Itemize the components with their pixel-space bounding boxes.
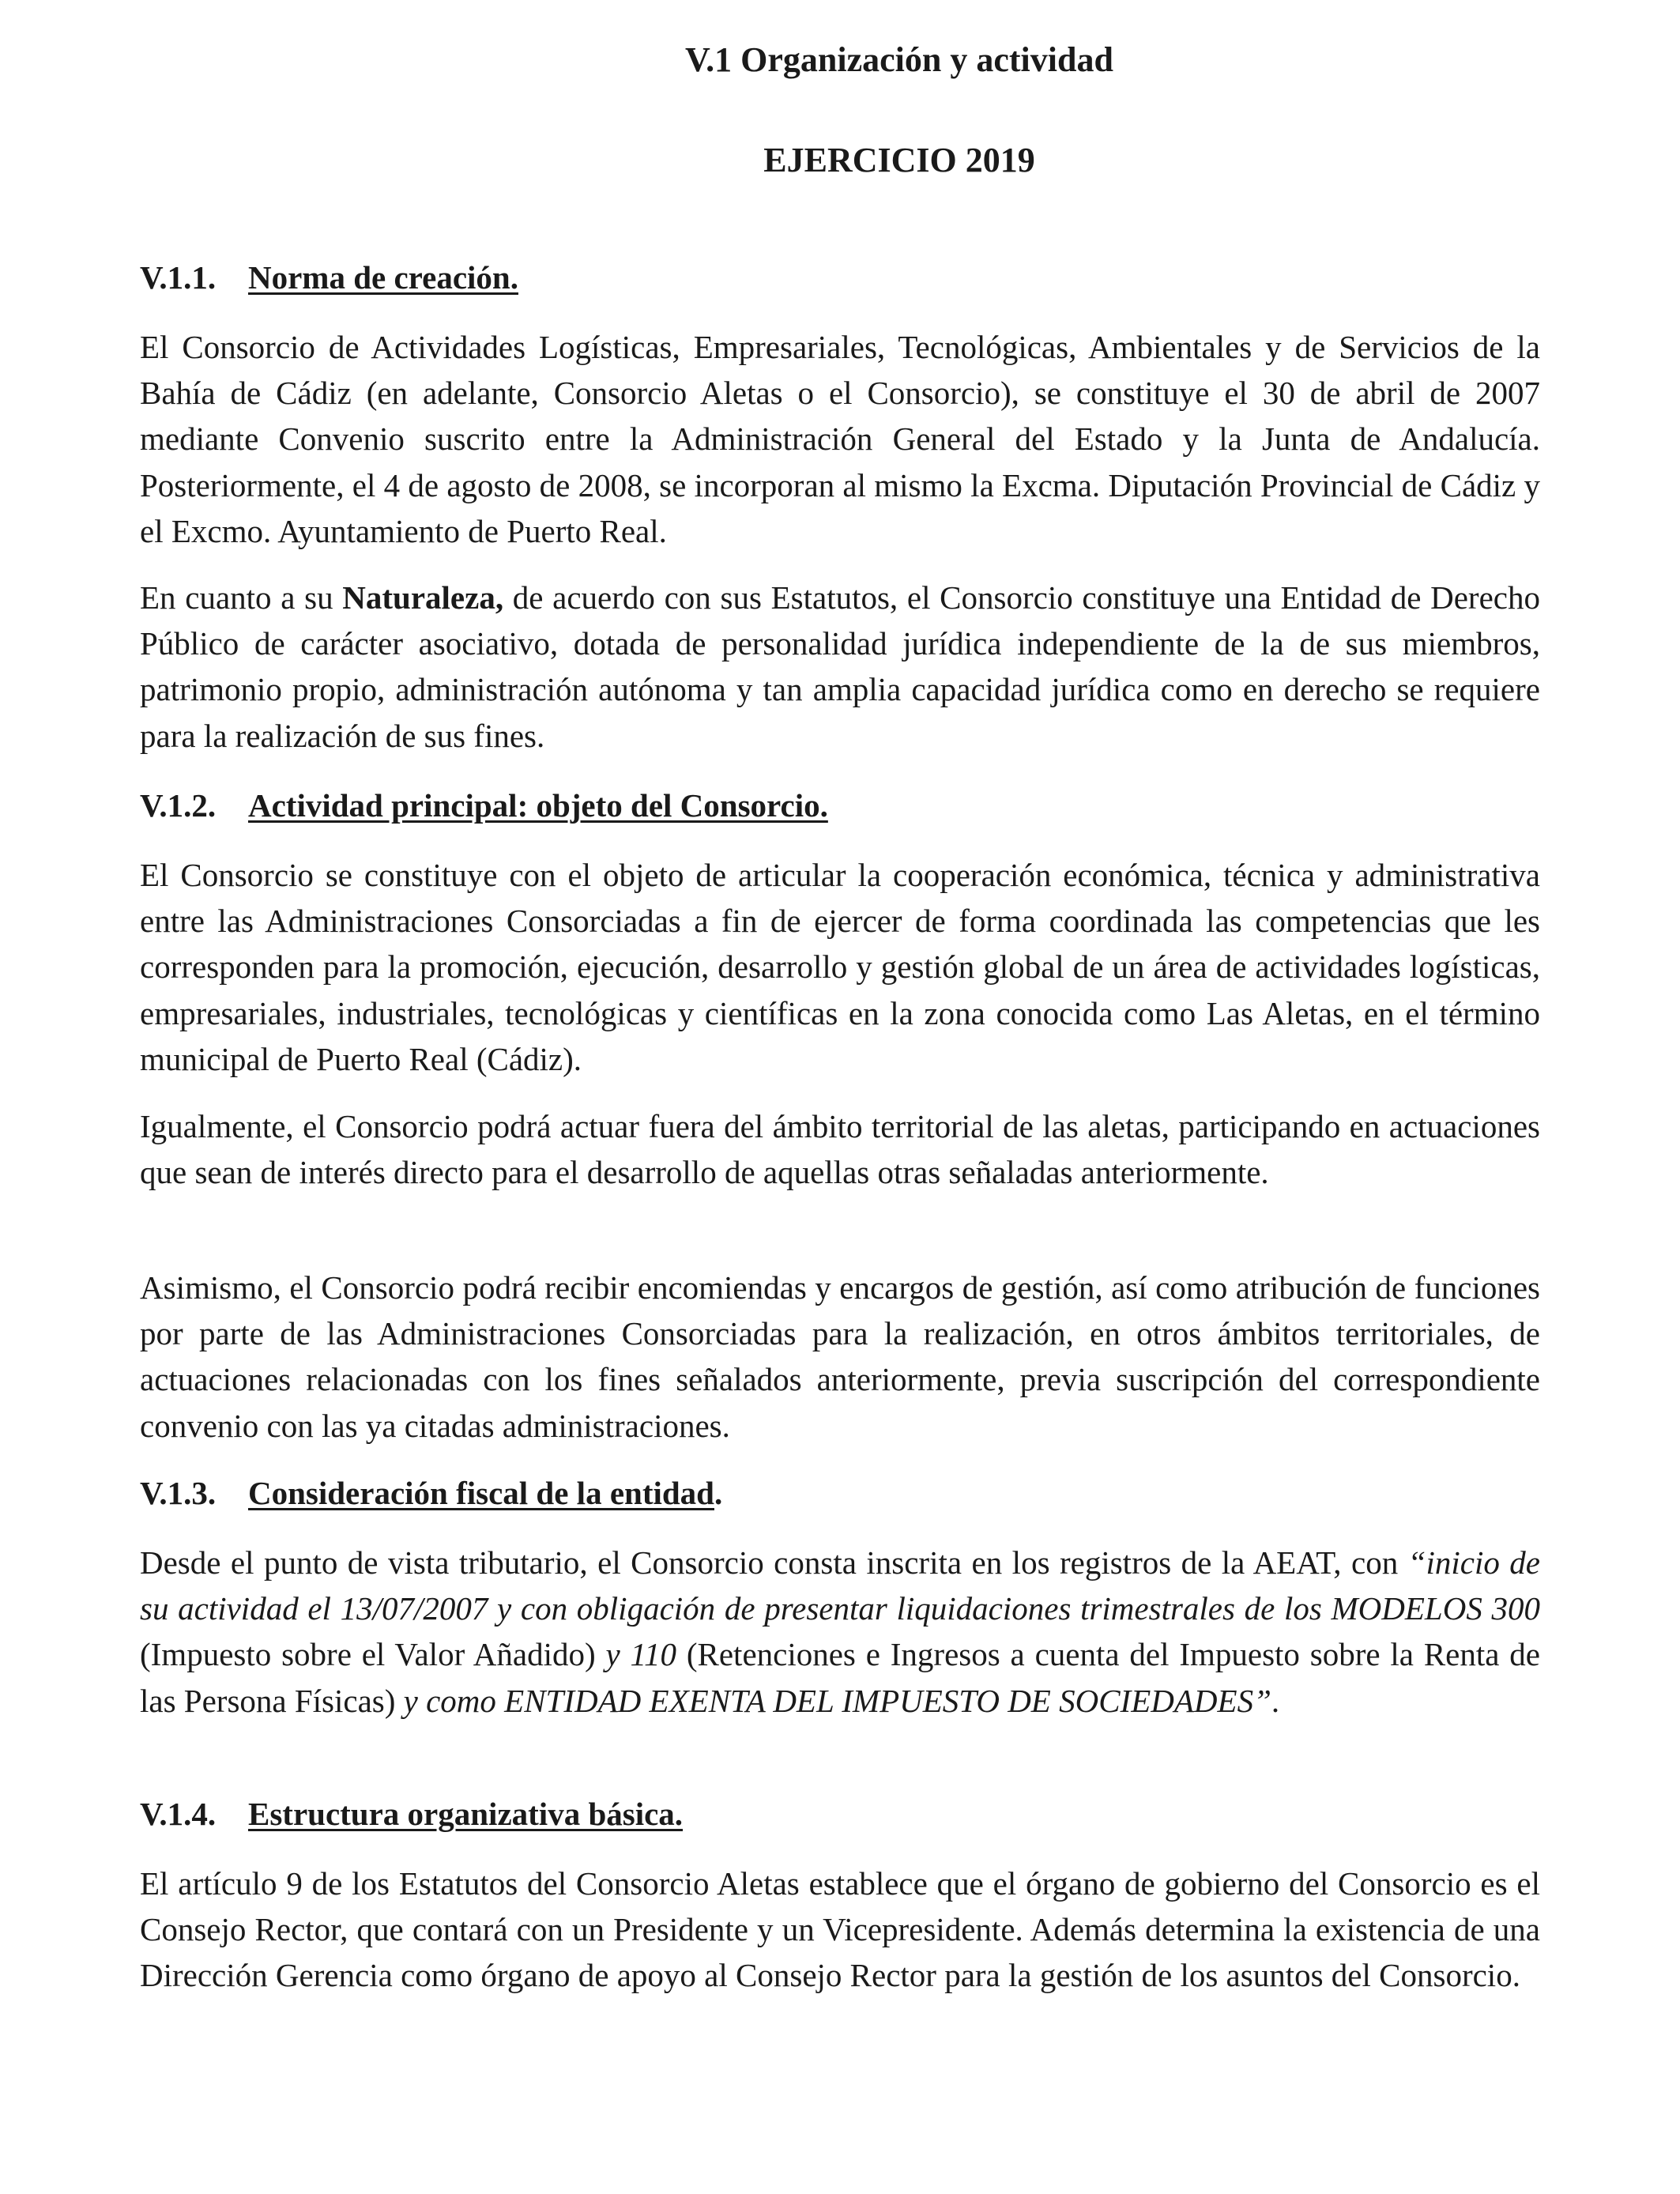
paragraph-text: El Consorcio se constituye con el objeto de articular la cooperación económica, técnica y administrativa entre las Administraciones Consorciadas a fin de ejercer de forma coordinada las competencias que les corresponden para la promoción, ejecución, desarrollo y gestión global de un área de actividades logísticas, empresariales, industriales, tecnológicas y científicas en la zona conocida como Las Aletas, en el término municipal de Puerto Real (Cádiz). <box>140 857 1540 1077</box>
paragraph <box>140 1860 1540 1999</box>
paragraph-text: Asimismo, el Consorcio podrá recibir encomiendas y encargos de gestión, así como atribución de funciones por parte de las Administraciones Consorciadas para la realización, en otros ámbitos territoriales, de actuaciones relacionadas con los fines señalados anteriormente, previa suscripción del correspondiente convenio con las ya citadas administraciones. <box>140 1269 1540 1444</box>
document-title: V.1 Organización y actividad <box>685 40 1113 79</box>
italic-quote: y 110 <box>605 1636 677 1673</box>
section-title: Actividad principal: objeto del Consorcio. <box>248 787 828 824</box>
paragraph <box>140 852 1540 1082</box>
paragraph <box>140 1103 1540 1195</box>
section-number: V.1.3. <box>140 1475 217 1511</box>
section-heading-3 <box>140 1470 722 1516</box>
paragraph-text: . <box>1271 1682 1280 1719</box>
paragraph-text: El artículo 9 de los Estatutos del Consorcio Aletas establece que el órgano de gobierno del Consorcio es el Consejo Rector, que contará con un Presidente y un Vicepresidente. Además determina la existencia de una Dirección Gerencia como órgano de apoyo al Consejo Rector para la gestión de los asuntos del Consorcio. <box>140 1865 1540 1994</box>
section-title-suffix: . <box>714 1475 723 1511</box>
paragraph-text: El Consorcio de Actividades Logísticas, Empresariales, Tecnológicas, Ambientales y de Servicios de la Bahía de Cádiz (en adelante, Consorcio Aletas o el Consorcio), se constituye el 30 de abril de 2007 mediante Convenio suscrito entre la Administración General del Estado y la Junta de Andalucía. Posteriormente, el 4 de agosto de 2008, se incorporan al mismo la Excma. Diputación Provincial de Cádiz y el Excmo. Ayuntamiento de Puerto Real. <box>140 329 1540 549</box>
bold-term: Naturaleza, <box>342 579 504 616</box>
paragraph-text: Igualmente, el Consorcio podrá actuar fuera del ámbito territorial de las aletas, participando en actuaciones que sean de interés directo para el desarrollo de aquellas otras señaladas anteriormente. <box>140 1108 1540 1191</box>
paragraph-text: de acuerdo con sus Estatutos, el Consorcio constituye una Entidad de Derecho Público de carácter asociativo, dotada de personalidad jurídica independiente de la de sus miembros, patrimonio propio, administración autónoma y tan amplia capacidad jurídica como en derecho se requiere para la realización de sus fines. <box>140 579 1540 754</box>
section-title: Norma de creación. <box>248 259 518 296</box>
paragraph <box>140 575 1540 759</box>
section-title: Consideración fiscal de la entidad <box>248 1475 714 1511</box>
section-heading-2 <box>140 782 828 828</box>
paragraph-text: Desde el punto de vista tributario, el Consorcio consta inscrita en los registros de la AEAT, con <box>140 1544 1408 1581</box>
italic-quote: “inicio de su actividad el 13/07/2007 y con obligación de presentar liquidaciones trimestrales de los MODELOS 300 <box>140 1544 1540 1627</box>
section-heading-1 <box>140 254 518 300</box>
document-subtitle: EJERCICIO 2019 <box>763 141 1035 179</box>
section-number: V.1.2. <box>140 787 217 824</box>
paragraph <box>140 1540 1540 1724</box>
section-number: V.1.1. <box>140 259 217 296</box>
paragraph-text: (Impuesto sobre el Valor Añadido) <box>140 1636 606 1673</box>
paragraph-text: En cuanto a su <box>140 579 343 616</box>
paragraph <box>140 324 1540 554</box>
paragraph <box>140 1265 1540 1449</box>
paragraph-text: (Retenciones e Ingresos a cuenta del Impuesto sobre la Renta de las Persona Físicas) <box>140 1636 1541 1719</box>
section-heading-4 <box>140 1791 683 1837</box>
section-number: V.1.4. <box>140 1796 217 1832</box>
section-title: Estructura organizativa básica. <box>248 1796 684 1832</box>
italic-quote: y como ENTIDAD EXENTA DEL IMPUESTO DE SOCIEDADES” <box>403 1682 1271 1719</box>
